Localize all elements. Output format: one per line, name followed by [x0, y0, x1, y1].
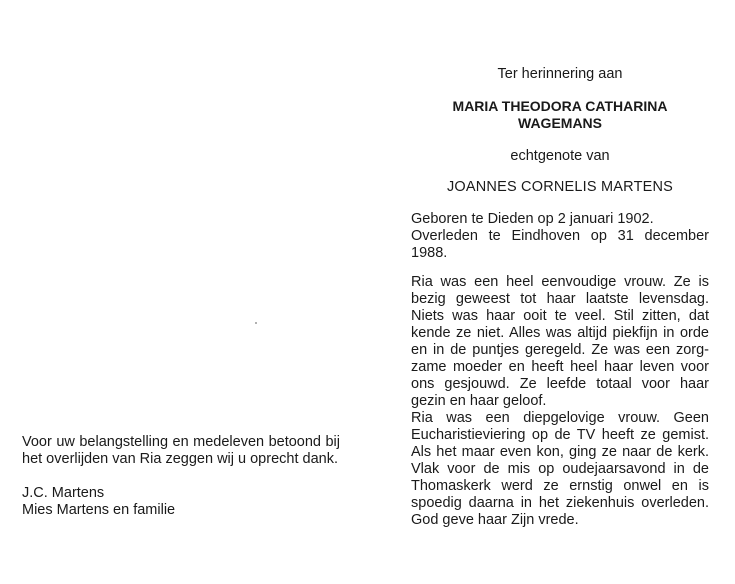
bio-line: en in de puntjes geregeld. Ze was een zorg-: [411, 342, 709, 358]
bio-line: Ria was een heel eenvoudige vrouw. Ze is: [411, 274, 709, 290]
spouse-label: echtgenote van: [510, 148, 610, 164]
bio-line: God geve haar Zijn vrede.: [411, 512, 579, 528]
bio-line: bezig geweest tot haar laatste levensdag.: [411, 291, 709, 307]
thanks-text: Voor uw belangstelling en medeleven betoond bij het overlijden van Ria zeggen wij u oprecht dank.: [22, 434, 340, 467]
spouse-name: JOANNES CORNELIS MARTENS: [446, 179, 674, 195]
birth-line: Geboren te Dieden op 2 januari 1902.: [411, 211, 654, 227]
signer-name: J.C. Martens: [22, 485, 105, 501]
bio-line: Ria was een diepgelovige vrouw. Geen: [411, 410, 709, 426]
intro-line: Ter herinnering aan: [497, 66, 623, 82]
bio-line: spoedig daarna in het ziekenhuis overleden.: [411, 495, 709, 511]
bio-line: Niets was haar ooit te veel. Stil zitten, dat: [411, 308, 709, 324]
bio-line: Eucharistieviering op de TV heeft ze gemist.: [411, 427, 709, 443]
death-line: Overleden te Eindhoven op 31 december 1988.: [411, 228, 709, 261]
bio-line: Thomaskerk werd ze ernstig onwel en is: [411, 478, 709, 494]
bio-line: Vlak voor de mis op oudejaarsavond in de: [411, 461, 709, 477]
life-dates: [411, 211, 709, 262]
bio-line: ons gesjouwd. Ze leefde totaal voor haar: [411, 376, 709, 392]
deceased-name-line-1: MARIA THEODORA CATHARINA: [452, 98, 668, 114]
bio-line: kende ze niet. Alles was altijd piekfijn in orde: [411, 325, 709, 341]
print-speck: [255, 322, 257, 324]
deceased-name: [411, 98, 709, 132]
acknowledgement-panel: [22, 434, 340, 519]
bio-line: gezin en haar geloof.: [411, 393, 547, 409]
bio-line: Als het maar even kon, ging ze naar de kerk.: [411, 444, 709, 460]
signer-family: Mies Martens en familie: [22, 502, 176, 518]
biography: [411, 274, 709, 529]
bio-line: zame moeder en heeft heel haar leven voor: [411, 359, 709, 375]
deceased-name-line-2: WAGEMANS: [518, 115, 602, 131]
